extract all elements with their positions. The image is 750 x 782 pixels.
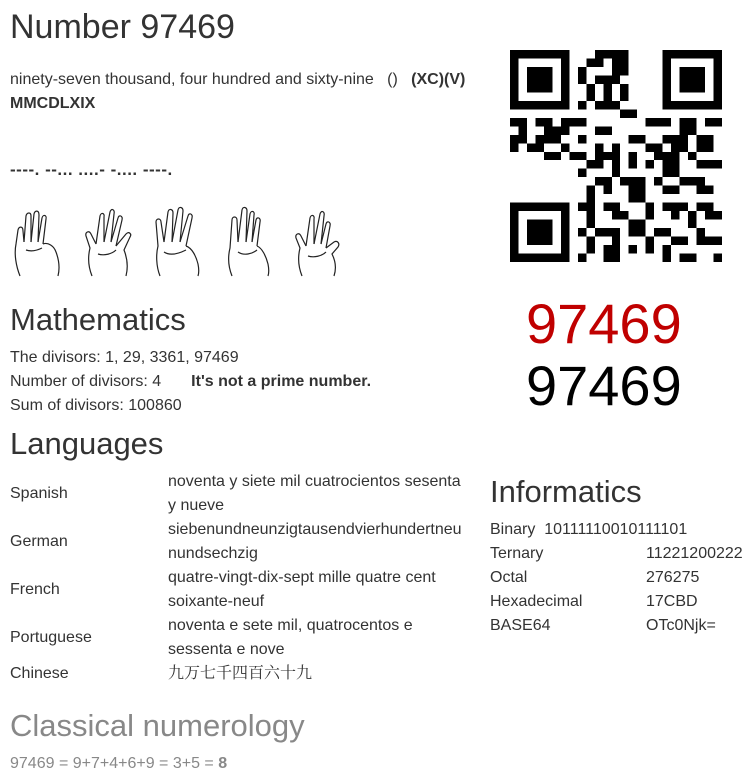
base64-row bbox=[490, 614, 748, 638]
mathematics-section bbox=[10, 346, 490, 418]
number-display-black: 97469 bbox=[526, 354, 682, 417]
language-text: noventa e sete mil, quatrocentos e sessenta e nove bbox=[168, 617, 413, 658]
hex-row bbox=[490, 590, 748, 614]
number-words: ninety-seven thousand, four hundred and sixty-nine bbox=[10, 71, 374, 88]
hand-9-icon bbox=[12, 206, 68, 280]
hex-label: Hexadecimal bbox=[490, 593, 583, 610]
language-name: Chinese bbox=[10, 665, 69, 682]
ternary-value: 11221200222 bbox=[646, 545, 743, 562]
table-row bbox=[10, 662, 464, 686]
numerology-result: 8 bbox=[218, 755, 228, 772]
language-name: Portuguese bbox=[10, 629, 92, 646]
language-text: siebenundneunzigtausendvierhundertneu nundsechzig bbox=[168, 521, 462, 562]
mathematics-heading: Mathematics bbox=[10, 302, 186, 337]
hex-value: 17CBD bbox=[646, 593, 698, 610]
base64-value: OTc0Njk= bbox=[646, 617, 716, 634]
roman-large: (XC)(V) bbox=[411, 71, 466, 88]
qr-code-image bbox=[510, 50, 722, 262]
binary-value: 10111110010111101 bbox=[544, 521, 688, 538]
page-title: Number 97469 bbox=[10, 8, 235, 46]
table-row bbox=[10, 470, 464, 518]
informatics-heading: Informatics bbox=[490, 474, 642, 509]
prime-status: It's not a prime number. bbox=[191, 373, 372, 390]
hand-7-icon bbox=[82, 206, 138, 280]
binary-row bbox=[490, 518, 748, 542]
hand-6-icon bbox=[222, 206, 278, 280]
numerology-line bbox=[10, 752, 227, 776]
divisors-list: The divisors: 1, 29, 3361, 97469 bbox=[10, 349, 239, 366]
divisor-sum: Sum of divisors: 100860 bbox=[10, 397, 182, 414]
octal-row bbox=[490, 566, 748, 590]
number-display-red: 97469 bbox=[526, 292, 682, 355]
divisor-count: Number of divisors: 4 bbox=[10, 373, 162, 390]
numerology-heading: Classical numerology bbox=[10, 708, 305, 743]
paren: () bbox=[387, 71, 398, 88]
ternary-label: Ternary bbox=[490, 545, 544, 562]
base64-label: BASE64 bbox=[490, 617, 551, 634]
language-name: German bbox=[10, 533, 68, 550]
binary-label: Binary bbox=[490, 521, 536, 538]
number-words-block bbox=[10, 68, 480, 116]
table-row bbox=[10, 614, 464, 662]
roman-numeral: MMCDLXIX bbox=[10, 95, 96, 112]
languages-table bbox=[10, 470, 464, 686]
octal-value: 276275 bbox=[646, 569, 700, 586]
language-text: 九万七千四百六十九 bbox=[168, 665, 313, 682]
hand-9-icon bbox=[292, 206, 348, 280]
language-name: Spanish bbox=[10, 485, 68, 502]
table-row bbox=[10, 566, 464, 614]
ternary-row bbox=[490, 542, 748, 566]
numerology-expression: 97469 = 9+7+4+6+9 = 3+5 = bbox=[10, 755, 219, 772]
languages-heading: Languages bbox=[10, 426, 164, 461]
hand-4-icon bbox=[152, 206, 208, 280]
table-row bbox=[10, 518, 464, 566]
morse-code: ----. --... ....- -.... ----. bbox=[10, 160, 173, 179]
language-text: noventa y siete mil cuatrocientos sesenta y nueve bbox=[168, 473, 461, 514]
finger-counting-hands bbox=[12, 206, 348, 280]
language-name: French bbox=[10, 581, 60, 598]
informatics-section bbox=[490, 518, 748, 638]
octal-label: Octal bbox=[490, 569, 528, 586]
language-text: quatre-vingt-dix-sept mille quatre cent soixante-neuf bbox=[168, 569, 436, 610]
